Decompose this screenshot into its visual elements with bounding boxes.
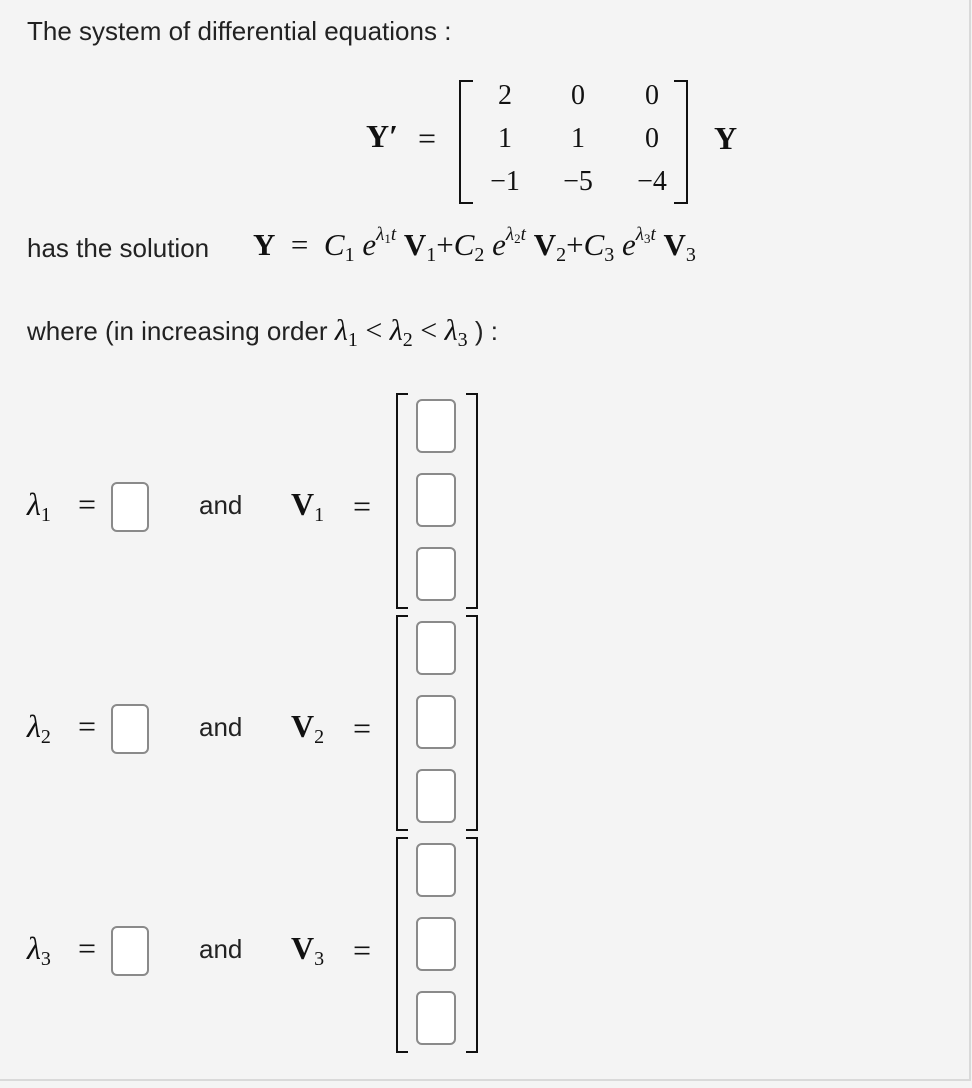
- v-3-left-bracket: [396, 837, 408, 1053]
- v-1-component-3-input[interactable]: [416, 547, 456, 601]
- solution-formula: $Y = C_1$ $e^{\lambda 1t}$ $V_1+C_2$ $e^{\lambda 2t}$ $V_2+C_3$ $e^{\lambda 3t}$ $V_3$: [253, 224, 696, 266]
- lambda-2-equals: =: [78, 708, 97, 744]
- matrix-cell: 0: [571, 80, 585, 111]
- v-1-right-bracket: [466, 393, 478, 609]
- matrix-equals: =: [418, 120, 437, 156]
- and-label: and: [199, 490, 243, 520]
- v-2-left-bracket: [396, 615, 408, 831]
- lambda-3-equals: =: [78, 930, 97, 966]
- matrix-rhs-y: Y: [714, 120, 738, 156]
- lambda-1-equals: =: [78, 486, 97, 522]
- matrix-left-bracket: [459, 80, 473, 204]
- v-3-equals: =: [353, 932, 372, 968]
- v-3-right-bracket: [466, 837, 478, 1053]
- v-2-label: $V_2$: [291, 708, 325, 748]
- lambda-3-label: $\lambda_3$: [27, 930, 51, 970]
- y-prime: Y′: [366, 118, 399, 154]
- lambda-2-label: $\lambda_2$: [27, 708, 51, 748]
- v-1-component-2-input[interactable]: [416, 473, 456, 527]
- v-2-right-bracket: [466, 615, 478, 831]
- lambda-2-input[interactable]: [111, 704, 149, 754]
- matrix-cell: 0: [645, 123, 659, 154]
- intro-text: The system of differential equations :: [27, 16, 452, 46]
- v-2-component-1-input[interactable]: [416, 621, 456, 675]
- v-3-component-3-input[interactable]: [416, 991, 456, 1045]
- lambda-3-input[interactable]: [111, 926, 149, 976]
- matrix-cell: −5: [563, 166, 593, 197]
- v-3-component-1-input[interactable]: [416, 843, 456, 897]
- matrix-cell: 1: [498, 123, 512, 154]
- matrix-cell: 2: [498, 80, 512, 111]
- v-1-left-bracket: [396, 393, 408, 609]
- lambda-1-label: $\lambda_1$: [27, 486, 51, 526]
- v-2-component-2-input[interactable]: [416, 695, 456, 749]
- matrix-cell: 1: [571, 123, 585, 154]
- v-2-component-3-input[interactable]: [416, 769, 456, 823]
- v-1-component-1-input[interactable]: [416, 399, 456, 453]
- v-1-equals: =: [353, 488, 372, 524]
- and-label: and: [199, 934, 243, 964]
- lambda-1-input[interactable]: [111, 482, 149, 532]
- matrix-cell: 0: [645, 80, 659, 111]
- v-2-equals: =: [353, 710, 372, 746]
- v-3-label: $V_3$: [291, 930, 325, 970]
- matrix-cell: −4: [637, 166, 667, 197]
- and-label: and: [199, 712, 243, 742]
- solution-label: has the solution: [27, 233, 210, 263]
- order-note: where (in increasing order $\lambda_1 < \lambda_2 < \lambda_3$ ) :: [27, 314, 499, 351]
- v-3-component-2-input[interactable]: [416, 917, 456, 971]
- v-1-label: $V_1$: [291, 486, 325, 526]
- matrix-cell: −1: [490, 166, 520, 197]
